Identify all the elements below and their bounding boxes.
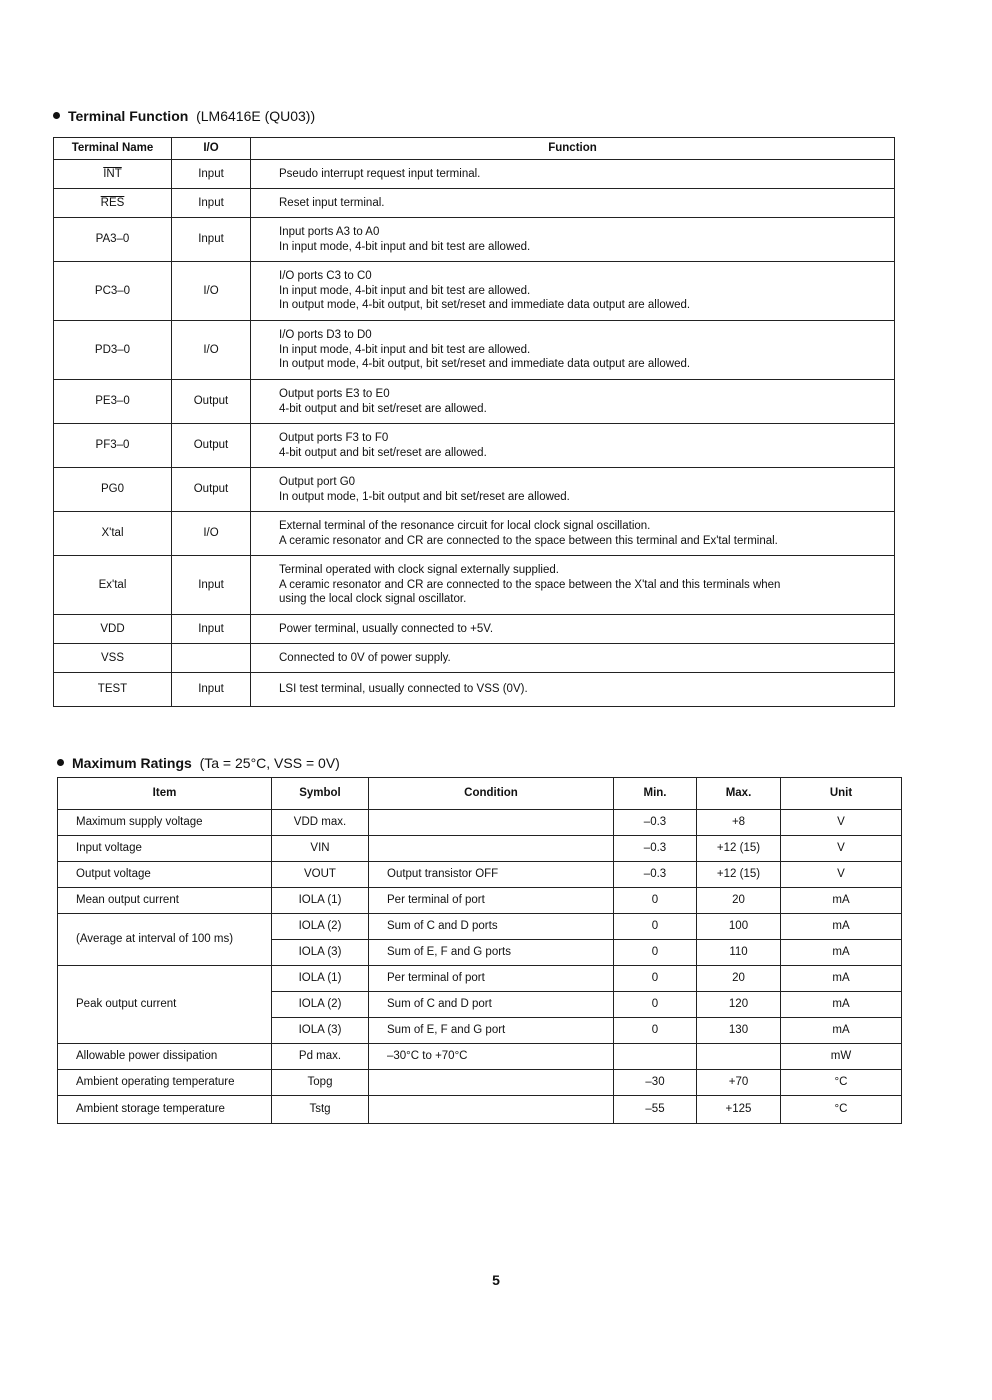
rating-unit: °C bbox=[781, 1096, 902, 1124]
terminal-io: I/O bbox=[172, 262, 251, 321]
table-row bbox=[58, 1070, 902, 1096]
terminal-function: Input ports A3 to A0 In input mode, 4-bit input and bit test are allowed. bbox=[251, 218, 895, 262]
rating-condition: –30°C to +70°C bbox=[369, 1044, 614, 1070]
rating-min bbox=[614, 1044, 697, 1070]
rating-item: Ambient storage temperature bbox=[58, 1096, 272, 1124]
header-item: Item bbox=[58, 778, 272, 810]
rating-max bbox=[697, 1044, 781, 1070]
table-row bbox=[54, 189, 895, 218]
rating-symbol: VOUT bbox=[272, 862, 369, 888]
rating-min: 0 bbox=[614, 914, 697, 940]
terminal-io: Input bbox=[172, 160, 251, 189]
table-row bbox=[58, 862, 902, 888]
header-min: Min. bbox=[614, 778, 697, 810]
table-row bbox=[58, 966, 902, 992]
table-row bbox=[54, 512, 895, 556]
rating-max: +125 bbox=[697, 1096, 781, 1124]
terminal-name: VSS bbox=[54, 644, 172, 673]
header-io: I/O bbox=[172, 138, 251, 160]
table-row bbox=[54, 321, 895, 380]
rating-symbol: IOLA (1) bbox=[272, 888, 369, 914]
table-row bbox=[58, 810, 902, 836]
rating-unit: V bbox=[781, 810, 902, 836]
header-function: Function bbox=[251, 138, 895, 160]
rating-unit: V bbox=[781, 836, 902, 862]
rating-min: –0.3 bbox=[614, 862, 697, 888]
rating-item: Input voltage bbox=[58, 836, 272, 862]
terminal-name: PE3–0 bbox=[54, 380, 172, 424]
terminal-name: PC3–0 bbox=[54, 262, 172, 321]
rating-condition: Per terminal of port bbox=[369, 966, 614, 992]
rating-symbol: VIN bbox=[272, 836, 369, 862]
table-row bbox=[54, 468, 895, 512]
header-condition: Condition bbox=[369, 778, 614, 810]
rating-min: 0 bbox=[614, 992, 697, 1018]
rating-item: Peak output current bbox=[58, 966, 272, 1044]
terminal-name: X'tal bbox=[54, 512, 172, 556]
table-row bbox=[58, 1096, 902, 1124]
rating-min: 0 bbox=[614, 888, 697, 914]
rating-min: –0.3 bbox=[614, 810, 697, 836]
rating-min: 0 bbox=[614, 966, 697, 992]
table-row bbox=[54, 556, 895, 615]
table-row bbox=[54, 673, 895, 707]
rating-item: Allowable power dissipation bbox=[58, 1044, 272, 1070]
terminal-name: VDD bbox=[54, 615, 172, 644]
terminal-io: Input bbox=[172, 615, 251, 644]
rating-symbol: Topg bbox=[272, 1070, 369, 1096]
table-row bbox=[54, 424, 895, 468]
rating-max: 130 bbox=[697, 1018, 781, 1044]
table-row bbox=[54, 262, 895, 321]
rating-symbol: IOLA (2) bbox=[272, 992, 369, 1018]
terminal-function: Output ports E3 to E0 4-bit output and bit set/reset are allowed. bbox=[251, 380, 895, 424]
terminal-io bbox=[172, 644, 251, 673]
table-row bbox=[58, 836, 902, 862]
rating-item: Maximum supply voltage bbox=[58, 810, 272, 836]
terminal-name: PG0 bbox=[54, 468, 172, 512]
bullet-icon bbox=[57, 759, 64, 766]
terminal-function: Pseudo interrupt request input terminal. bbox=[251, 160, 895, 189]
terminal-io: Input bbox=[172, 556, 251, 615]
terminal-name: Ex'tal bbox=[54, 556, 172, 615]
terminal-io: Input bbox=[172, 189, 251, 218]
maximum-ratings-title: Maximum Ratings (Ta = 25°C, VSS = 0V) bbox=[57, 755, 340, 771]
maximum-ratings-table bbox=[57, 777, 902, 1124]
table-row bbox=[54, 644, 895, 673]
bullet-icon bbox=[53, 112, 60, 119]
header-unit: Unit bbox=[781, 778, 902, 810]
rating-item: Ambient operating temperature bbox=[58, 1070, 272, 1096]
rating-condition bbox=[369, 836, 614, 862]
rating-symbol: Tstg bbox=[272, 1096, 369, 1124]
rating-unit: mA bbox=[781, 940, 902, 966]
rating-symbol: IOLA (3) bbox=[272, 940, 369, 966]
rating-min: 0 bbox=[614, 1018, 697, 1044]
table-row bbox=[54, 218, 895, 262]
rating-symbol: VDD max. bbox=[272, 810, 369, 836]
rating-max: 20 bbox=[697, 966, 781, 992]
terminal-io: I/O bbox=[172, 512, 251, 556]
rating-item: Output voltage bbox=[58, 862, 272, 888]
rating-max: 110 bbox=[697, 940, 781, 966]
terminal-name: PF3–0 bbox=[54, 424, 172, 468]
table-row bbox=[54, 615, 895, 644]
terminal-function-title: Terminal Function (LM6416E (QU03)) bbox=[53, 108, 315, 124]
header-max: Max. bbox=[697, 778, 781, 810]
rating-max: +12 (15) bbox=[697, 862, 781, 888]
rating-min: –30 bbox=[614, 1070, 697, 1096]
rating-min: 0 bbox=[614, 940, 697, 966]
table-row bbox=[54, 380, 895, 424]
table-row bbox=[58, 888, 902, 914]
header-symbol: Symbol bbox=[272, 778, 369, 810]
terminal-function: Output ports F3 to F0 4-bit output and bit set/reset are allowed. bbox=[251, 424, 895, 468]
table-row bbox=[58, 914, 902, 940]
terminal-name: PA3–0 bbox=[54, 218, 172, 262]
rating-max: +70 bbox=[697, 1070, 781, 1096]
terminal-function: Connected to 0V of power supply. bbox=[251, 644, 895, 673]
terminal-io: Input bbox=[172, 218, 251, 262]
table-header-row bbox=[54, 138, 895, 160]
table-row bbox=[54, 160, 895, 189]
terminal-name: PD3–0 bbox=[54, 321, 172, 380]
rating-unit: mA bbox=[781, 992, 902, 1018]
rating-unit: °C bbox=[781, 1070, 902, 1096]
rating-min: –0.3 bbox=[614, 836, 697, 862]
rating-item: (Average at interval of 100 ms) bbox=[58, 914, 272, 966]
terminal-io: Output bbox=[172, 380, 251, 424]
terminal-name: $\overline{INT}$ bbox=[54, 160, 172, 189]
terminal-function: Reset input terminal. bbox=[251, 189, 895, 218]
page-number: 5 bbox=[492, 1272, 500, 1288]
terminal-function: Output port G0 In output mode, 1-bit output and bit set/reset are allowed. bbox=[251, 468, 895, 512]
terminal-function: External terminal of the resonance circuit for local clock signal oscillation. A ceramic resonator and CR are connected to the space between this terminal and Ex'tal terminal. bbox=[251, 512, 895, 556]
rating-condition: Sum of E, F and G port bbox=[369, 1018, 614, 1044]
rating-symbol: Pd max. bbox=[272, 1044, 369, 1070]
terminal-io: Input bbox=[172, 673, 251, 707]
rating-condition: Output transistor OFF bbox=[369, 862, 614, 888]
terminal-io: Output bbox=[172, 468, 251, 512]
table-header-row bbox=[58, 778, 902, 810]
rating-condition: Per terminal of port bbox=[369, 888, 614, 914]
terminal-io: I/O bbox=[172, 321, 251, 380]
rating-condition: Sum of E, F and G ports bbox=[369, 940, 614, 966]
rating-symbol: IOLA (2) bbox=[272, 914, 369, 940]
rating-symbol: IOLA (1) bbox=[272, 966, 369, 992]
rating-max: 20 bbox=[697, 888, 781, 914]
terminal-function-table bbox=[53, 137, 895, 707]
rating-item: Mean output current bbox=[58, 888, 272, 914]
terminal-name: TEST bbox=[54, 673, 172, 707]
rating-symbol: IOLA (3) bbox=[272, 1018, 369, 1044]
terminal-io: Output bbox=[172, 424, 251, 468]
table-row bbox=[58, 1044, 902, 1070]
rating-max: 100 bbox=[697, 914, 781, 940]
terminal-function: Power terminal, usually connected to +5V. bbox=[251, 615, 895, 644]
rating-condition bbox=[369, 1096, 614, 1124]
rating-max: +8 bbox=[697, 810, 781, 836]
rating-max: +12 (15) bbox=[697, 836, 781, 862]
rating-condition: Sum of C and D ports bbox=[369, 914, 614, 940]
rating-max: 120 bbox=[697, 992, 781, 1018]
terminal-function: Terminal operated with clock signal externally supplied. A ceramic resonator and CR are connected to the space between the X'tal and this terminals when using the local clock signal oscillator. bbox=[251, 556, 895, 615]
rating-unit: mA bbox=[781, 914, 902, 940]
terminal-function: LSI test terminal, usually connected to VSS (0V). bbox=[251, 673, 895, 707]
rating-unit: mA bbox=[781, 1018, 902, 1044]
header-terminal-name: Terminal Name bbox=[54, 138, 172, 160]
rating-min: –55 bbox=[614, 1096, 697, 1124]
rating-unit: mA bbox=[781, 888, 902, 914]
rating-unit: V bbox=[781, 862, 902, 888]
terminal-function: I/O ports C3 to C0 In input mode, 4-bit input and bit test are allowed. In output mode, 4-bit output, bit set/reset and immediate data output are allowed. bbox=[251, 262, 895, 321]
rating-condition bbox=[369, 810, 614, 836]
rating-condition: Sum of C and D port bbox=[369, 992, 614, 1018]
rating-unit: mW bbox=[781, 1044, 902, 1070]
terminal-function: I/O ports D3 to D0 In input mode, 4-bit input and bit test are allowed. In output mode, 4-bit output, bit set/reset and immediate data output are allowed. bbox=[251, 321, 895, 380]
terminal-name: $\overline{RES}$ bbox=[54, 189, 172, 218]
rating-unit: mA bbox=[781, 966, 902, 992]
rating-condition bbox=[369, 1070, 614, 1096]
